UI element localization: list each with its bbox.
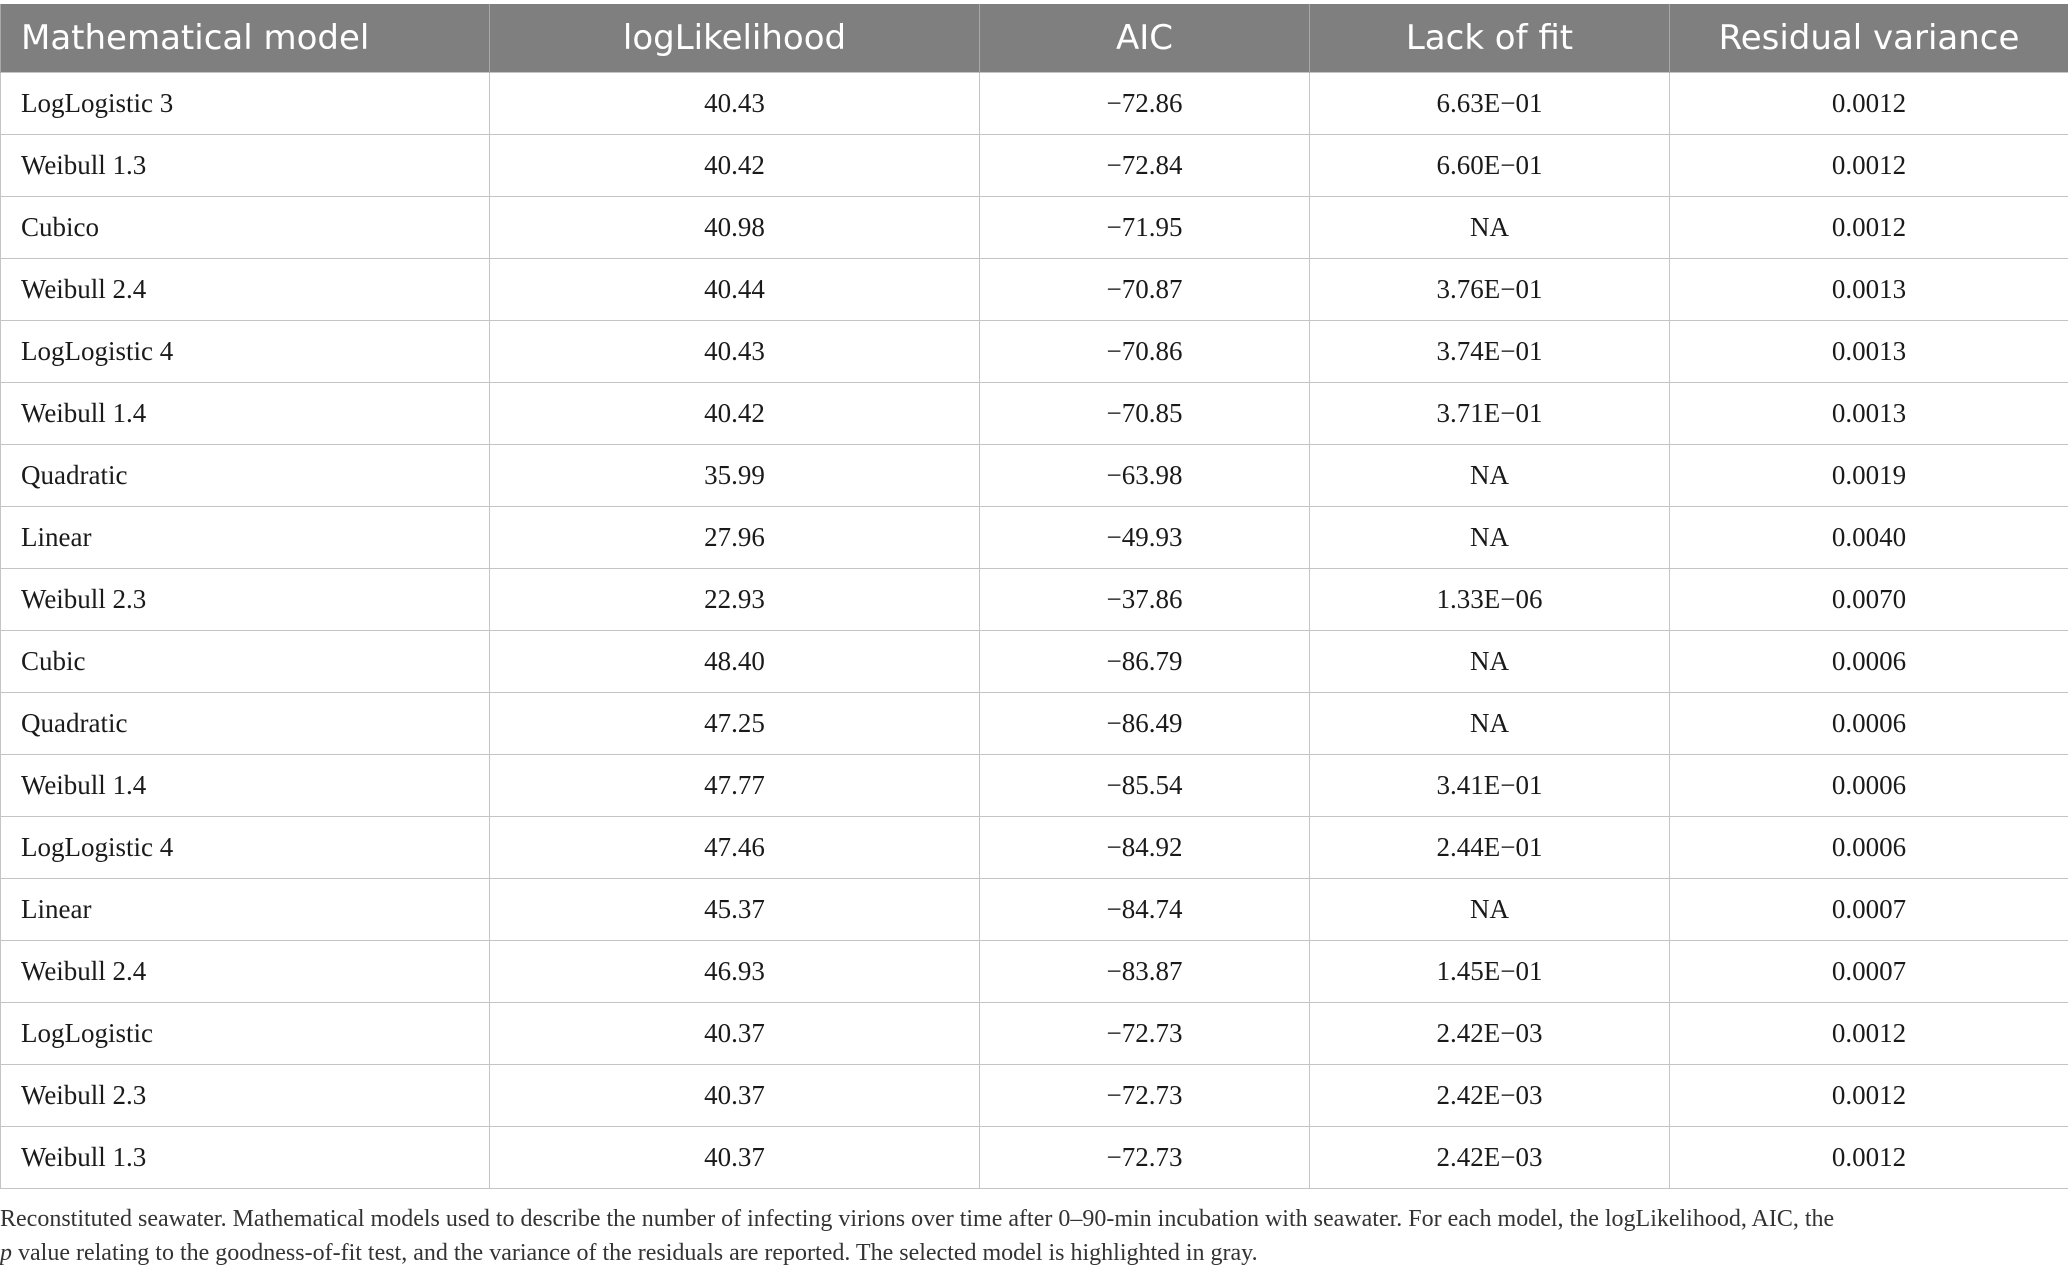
- model-name-cell: Linear: [1, 507, 490, 569]
- table-row: [1, 755, 2068, 817]
- aic-cell: −72.73: [980, 1127, 1310, 1189]
- model-comparison-table: [0, 4, 2068, 1189]
- lack-of-fit-cell: 2.42E−03: [1310, 1127, 1670, 1189]
- header-residual-variance: Residual variance: [1670, 4, 2068, 73]
- table-row: [1, 507, 2068, 569]
- residual-variance-cell: 0.0013: [1670, 321, 2068, 383]
- lack-of-fit-cell: 6.63E−01: [1310, 73, 1670, 135]
- aic-cell: −86.79: [980, 631, 1310, 693]
- residual-variance-cell: 0.0012: [1670, 197, 2068, 259]
- table-row: [1, 569, 2068, 631]
- table-row: [1, 693, 2068, 755]
- loglikelihood-cell: 40.42: [490, 383, 980, 445]
- residual-variance-cell: 0.0006: [1670, 693, 2068, 755]
- aic-cell: −84.92: [980, 817, 1310, 879]
- model-name-cell: LogLogistic 4: [1, 817, 490, 879]
- lack-of-fit-cell: 3.41E−01: [1310, 755, 1670, 817]
- model-name-cell: Weibull 2.3: [1, 569, 490, 631]
- residual-variance-cell: 0.0013: [1670, 383, 2068, 445]
- residual-variance-cell: 0.0019: [1670, 445, 2068, 507]
- aic-cell: −71.95: [980, 197, 1310, 259]
- model-name-cell: LogLogistic 3: [1, 73, 490, 135]
- model-name-cell: Weibull 1.4: [1, 383, 490, 445]
- lack-of-fit-cell: NA: [1310, 631, 1670, 693]
- model-name-cell: Cubic: [1, 631, 490, 693]
- aic-cell: −86.49: [980, 693, 1310, 755]
- lack-of-fit-cell: 1.33E−06: [1310, 569, 1670, 631]
- model-name-cell: Linear: [1, 879, 490, 941]
- lack-of-fit-cell: NA: [1310, 693, 1670, 755]
- aic-cell: −72.73: [980, 1065, 1310, 1127]
- residual-variance-cell: 0.0012: [1670, 1127, 2068, 1189]
- model-name-cell: Cubico: [1, 197, 490, 259]
- lack-of-fit-cell: 2.42E−03: [1310, 1003, 1670, 1065]
- aic-cell: −70.86: [980, 321, 1310, 383]
- aic-cell: −84.74: [980, 879, 1310, 941]
- header-aic: AIC: [980, 4, 1310, 73]
- loglikelihood-cell: 40.37: [490, 1003, 980, 1065]
- header-row: [1, 4, 2068, 73]
- table-row: [1, 135, 2068, 197]
- table-row: [1, 1065, 2068, 1127]
- header-mathematical-model: Mathematical model: [1, 4, 490, 73]
- aic-cell: −70.87: [980, 259, 1310, 321]
- loglikelihood-cell: 45.37: [490, 879, 980, 941]
- table-row: [1, 259, 2068, 321]
- lack-of-fit-cell: NA: [1310, 879, 1670, 941]
- table-row: [1, 1003, 2068, 1065]
- model-name-cell: Quadratic: [1, 445, 490, 507]
- residual-variance-cell: 0.0012: [1670, 135, 2068, 197]
- loglikelihood-cell: 47.77: [490, 755, 980, 817]
- residual-variance-cell: 0.0013: [1670, 259, 2068, 321]
- table-row: [1, 631, 2068, 693]
- table-body: [1, 73, 2068, 1189]
- aic-cell: −37.86: [980, 569, 1310, 631]
- table-header: [1, 4, 2068, 73]
- loglikelihood-cell: 40.37: [490, 1127, 980, 1189]
- residual-variance-cell: 0.0012: [1670, 1065, 2068, 1127]
- table-row: [1, 941, 2068, 1003]
- lack-of-fit-cell: 3.71E−01: [1310, 383, 1670, 445]
- loglikelihood-cell: 22.93: [490, 569, 980, 631]
- model-name-cell: Weibull 1.4: [1, 755, 490, 817]
- residual-variance-cell: 0.0006: [1670, 817, 2068, 879]
- aic-cell: −83.87: [980, 941, 1310, 1003]
- lack-of-fit-cell: NA: [1310, 445, 1670, 507]
- residual-variance-cell: 0.0012: [1670, 73, 2068, 135]
- residual-variance-cell: 0.0070: [1670, 569, 2068, 631]
- caption-text-end: value relating to the goodness-of-fit test, and the variance of the residuals are reported. The selected model is highlighted in gray.: [12, 1240, 1258, 1266]
- caption-p-symbol: p: [0, 1240, 12, 1266]
- lack-of-fit-cell: 6.60E−01: [1310, 135, 1670, 197]
- aic-cell: −70.85: [980, 383, 1310, 445]
- loglikelihood-cell: 40.98: [490, 197, 980, 259]
- table-row: [1, 817, 2068, 879]
- residual-variance-cell: 0.0006: [1670, 631, 2068, 693]
- model-name-cell: Weibull 1.3: [1, 1127, 490, 1189]
- loglikelihood-cell: 40.43: [490, 73, 980, 135]
- aic-cell: −63.98: [980, 445, 1310, 507]
- lack-of-fit-cell: 2.42E−03: [1310, 1065, 1670, 1127]
- model-name-cell: Weibull 2.3: [1, 1065, 490, 1127]
- loglikelihood-cell: 35.99: [490, 445, 980, 507]
- aic-cell: −85.54: [980, 755, 1310, 817]
- model-name-cell: Weibull 2.4: [1, 259, 490, 321]
- loglikelihood-cell: 40.42: [490, 135, 980, 197]
- lack-of-fit-cell: 3.76E−01: [1310, 259, 1670, 321]
- aic-cell: −49.93: [980, 507, 1310, 569]
- model-name-cell: LogLogistic: [1, 1003, 490, 1065]
- table-row: [1, 321, 2068, 383]
- loglikelihood-cell: 40.37: [490, 1065, 980, 1127]
- caption-text-start: Reconstituted seawater. Mathematical models used to describe the number of infecting virions over time after 0–90-min incubation with seawater. For each model, the logLikelihood, AIC, the: [0, 1206, 1835, 1232]
- table-row: [1, 197, 2068, 259]
- residual-variance-cell: 0.0040: [1670, 507, 2068, 569]
- lack-of-fit-cell: 1.45E−01: [1310, 941, 1670, 1003]
- header-lack-of-fit: Lack of fit: [1310, 4, 1670, 73]
- model-name-cell: Weibull 2.4: [1, 941, 490, 1003]
- model-name-cell: Weibull 1.3: [1, 135, 490, 197]
- aic-cell: −72.73: [980, 1003, 1310, 1065]
- loglikelihood-cell: 47.46: [490, 817, 980, 879]
- model-name-cell: LogLogistic 4: [1, 321, 490, 383]
- table-row: [1, 73, 2068, 135]
- loglikelihood-cell: 48.40: [490, 631, 980, 693]
- residual-variance-cell: 0.0012: [1670, 1003, 2068, 1065]
- loglikelihood-cell: 27.96: [490, 507, 980, 569]
- loglikelihood-cell: 46.93: [490, 941, 980, 1003]
- lack-of-fit-cell: 2.44E−01: [1310, 817, 1670, 879]
- table-row: [1, 445, 2068, 507]
- lack-of-fit-cell: 3.74E−01: [1310, 321, 1670, 383]
- aic-cell: −72.84: [980, 135, 1310, 197]
- lack-of-fit-cell: NA: [1310, 507, 1670, 569]
- loglikelihood-cell: 47.25: [490, 693, 980, 755]
- residual-variance-cell: 0.0007: [1670, 941, 2068, 1003]
- table-row: [1, 879, 2068, 941]
- lack-of-fit-cell: NA: [1310, 197, 1670, 259]
- table-caption: [0, 1202, 2060, 1270]
- model-comparison-table-wrapper: [0, 4, 2068, 1189]
- aic-cell: −72.86: [980, 73, 1310, 135]
- table-row: [1, 383, 2068, 445]
- residual-variance-cell: 0.0007: [1670, 879, 2068, 941]
- header-loglikelihood: logLikelihood: [490, 4, 980, 73]
- residual-variance-cell: 0.0006: [1670, 755, 2068, 817]
- loglikelihood-cell: 40.43: [490, 321, 980, 383]
- model-name-cell: Quadratic: [1, 693, 490, 755]
- table-row: [1, 1127, 2068, 1189]
- loglikelihood-cell: 40.44: [490, 259, 980, 321]
